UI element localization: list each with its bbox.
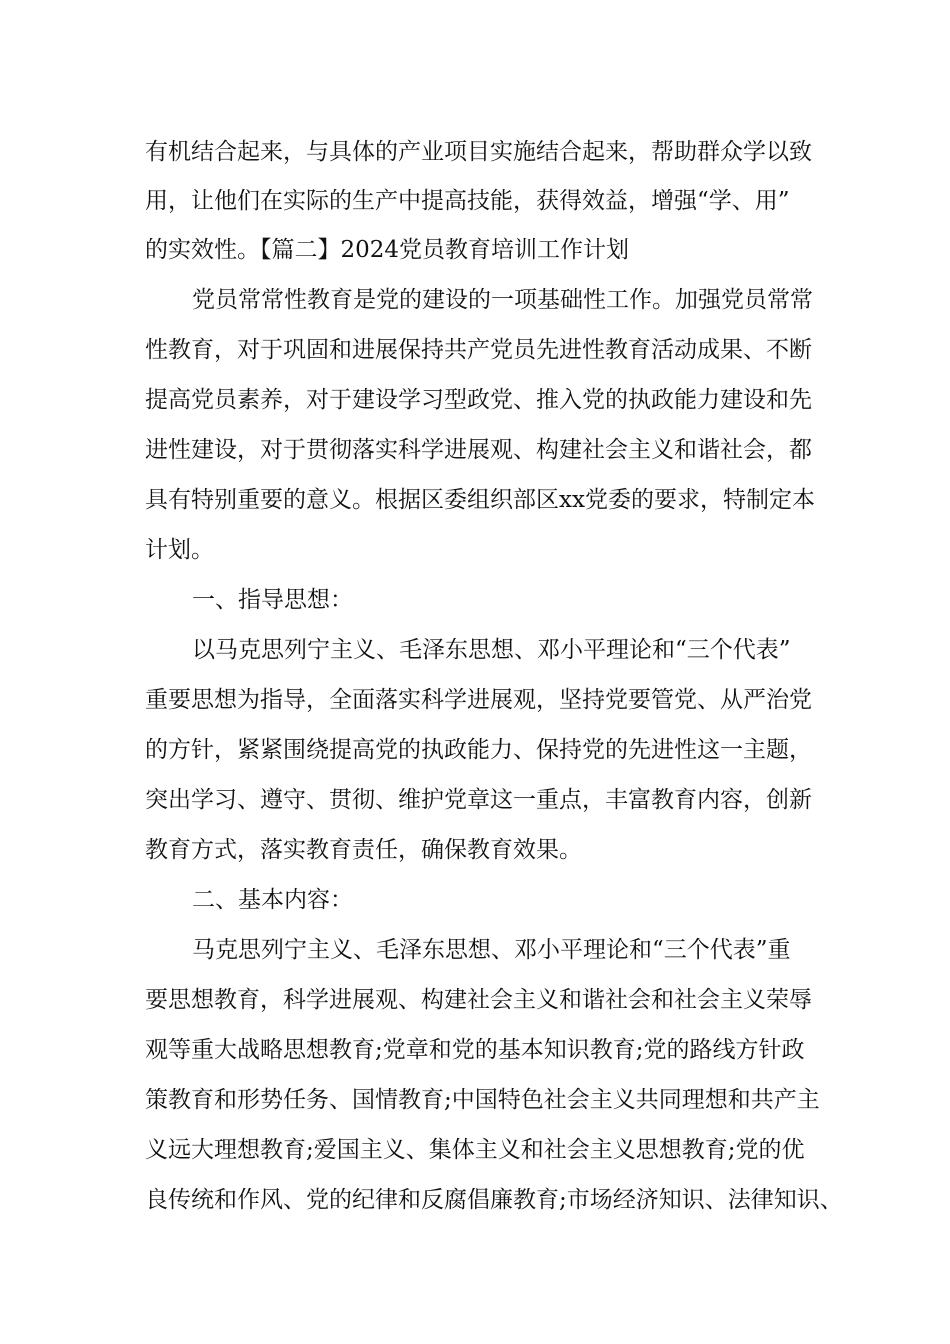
body-text-line: 观等重大战略思想教育;党章和党的基本知识教育;党的路线方针政 <box>145 1037 805 1063</box>
body-text-line: 义远大理想教育;爱国主义、集体主义和社会主义思想教育;党的优 <box>145 1137 805 1163</box>
body-text-line: 的方针，紧紧围绕提高党的执政能力、保持党的先进性这一主题， <box>145 737 812 763</box>
body-text-line: 用，让他们在实际的生产中提高技能，获得效益，增强“学、用” <box>145 188 790 214</box>
body-text-line: 教育方式，落实教育责任，确保教育效果。 <box>145 837 582 863</box>
paragraph-first-line: 以马克思列宁主义、毛泽东思想、邓小平理论和“三个代表” <box>192 637 791 663</box>
body-text-line: 突出学习、遵守、贯彻、维护党章这一重点，丰富教育内容，创新 <box>145 787 812 813</box>
body-text-line: 有机结合起来，与具体的产业项目实施结合起来，帮助群众学以致 <box>145 139 812 165</box>
body-text-line: 重要思想为指导，全面落实科学进展观，坚持党要管党、从严治党 <box>145 687 812 713</box>
body-text-line: 要思想教育，科学进展观、构建社会主义和谐社会和社会主义荣辱 <box>145 987 812 1013</box>
paragraph-first-line: 马克思列宁主义、毛泽东思想、邓小平理论和“三个代表”重 <box>192 937 791 963</box>
body-text-line: 提高党员素养，对于建设学习型政党、推入党的执政能力建设和先 <box>145 387 812 413</box>
section-heading: 二、基本内容： <box>192 887 353 913</box>
body-text-line: 的实效性。【篇二】2024党员教育培训工作计划 <box>145 237 630 263</box>
body-text-line: 性教育，对于巩固和进展保持共产党员先进性教育活动成果、不断 <box>145 337 812 363</box>
paragraph-first-line: 党员常常性教育是党的建设的一项基础性工作。加强党员常常 <box>192 287 813 313</box>
body-text-line: 具有特别重要的意义。根据区委组织部区xx党委的要求，特制定本 <box>145 487 815 513</box>
body-text-line: 进性建设，对于贯彻落实科学进展观、构建社会主义和谐社会，都 <box>145 437 812 463</box>
body-text-line: 良传统和作风、党的纪律和反腐倡廉教育;市场经济知识、法律知识、 <box>145 1187 843 1213</box>
body-text-line: 策教育和形势任务、国情教育;中国特色社会主义共同理想和共产主 <box>145 1087 820 1113</box>
section-heading: 一、指导思想： <box>192 587 353 613</box>
body-text-line: 计划。 <box>145 537 214 563</box>
